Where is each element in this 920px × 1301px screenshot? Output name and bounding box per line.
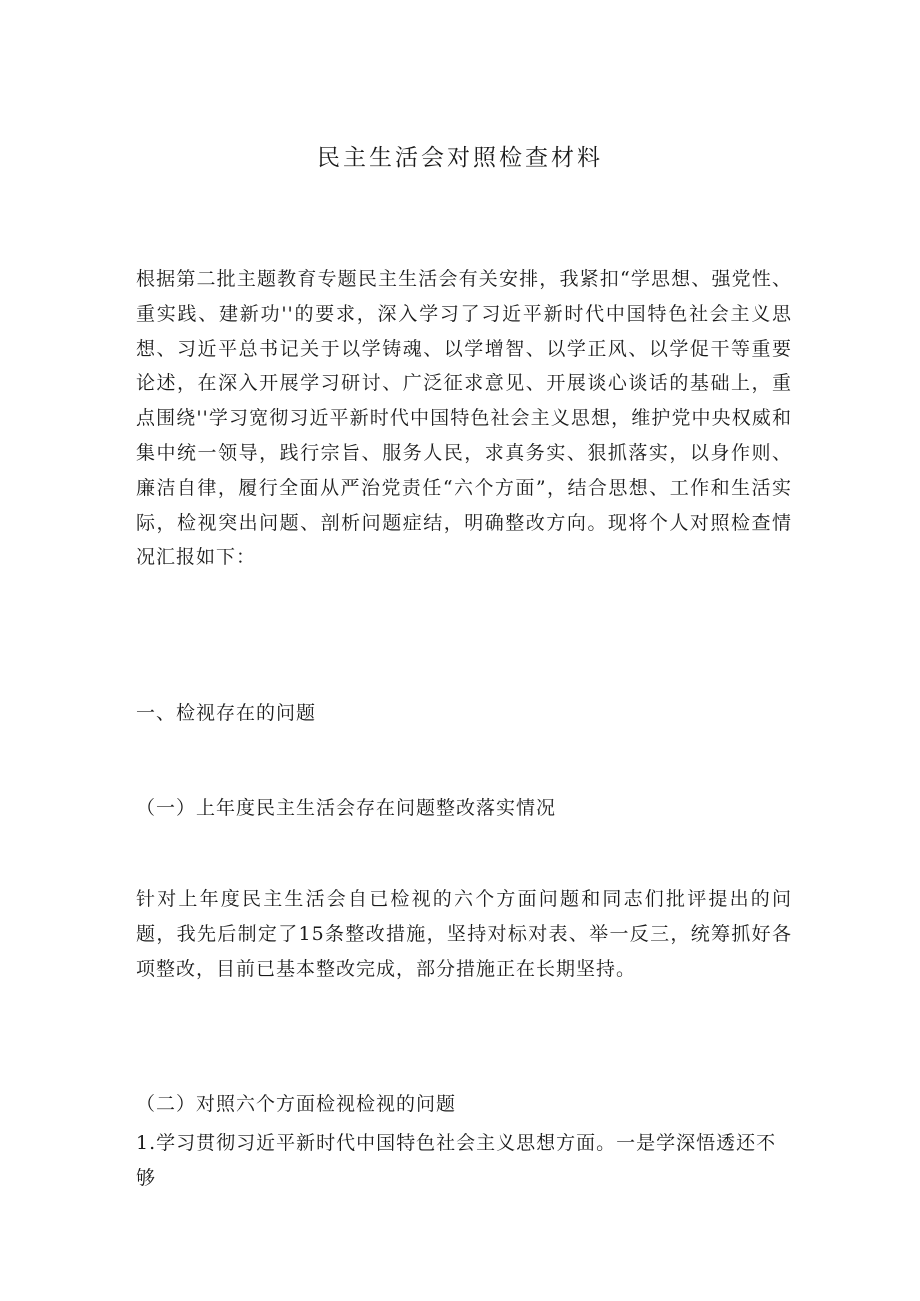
subsection-two-heading: （二）对照六个方面检视检视的问题 (136, 1093, 457, 1115)
subsection-one-paragraph: 针对上年度民主生活会自已检视的六个方面问题和同志们批评提出的问题，我先后制定了15条整改措施，坚持对标对表、举一反三，统筹抓好各项整改，目前已基本整改完成，部分措施正在长期坚持。 (136, 888, 792, 980)
document-title: 民主生活会对照检查材料 (317, 145, 603, 171)
intro-paragraph: 根据第二批主题教育专题民主生活会有关安排，我紧扣“学思想、强党性、重实践、建新功''的要求，深入学习了习近平新时代中国特色社会主义思想、习近平总书记关于以学铸魂、以学增智、以学正风、以学促干等重要论述，在深入开展学习研讨、广泛征求意见、开展谈心谈话的基础上，重点围绕''学习宽彻习近平新时代中国特色社会主义思想，维护党中央权威和集中统一领导，践行宗旨、服务人民，求真务实、狠抓落实，以身作则、廉洁自律，履行全面从严治党责任“六个方面”，结合思想、工作和生活实际，检视突出问题、剖析问题症结，明确整改方向。现将个人对照检查情况汇报如下： (136, 268, 792, 569)
item-one-text: 1.学习贯彻习近平新时代中国特色社会主义思想方面。一是学深悟透还不够 (136, 1132, 777, 1189)
section-one-heading: 一、检视存在的问题 (136, 702, 317, 724)
subsection-one-heading: （一）上年度民主生活会存在问题整改落实情况 (136, 797, 557, 819)
